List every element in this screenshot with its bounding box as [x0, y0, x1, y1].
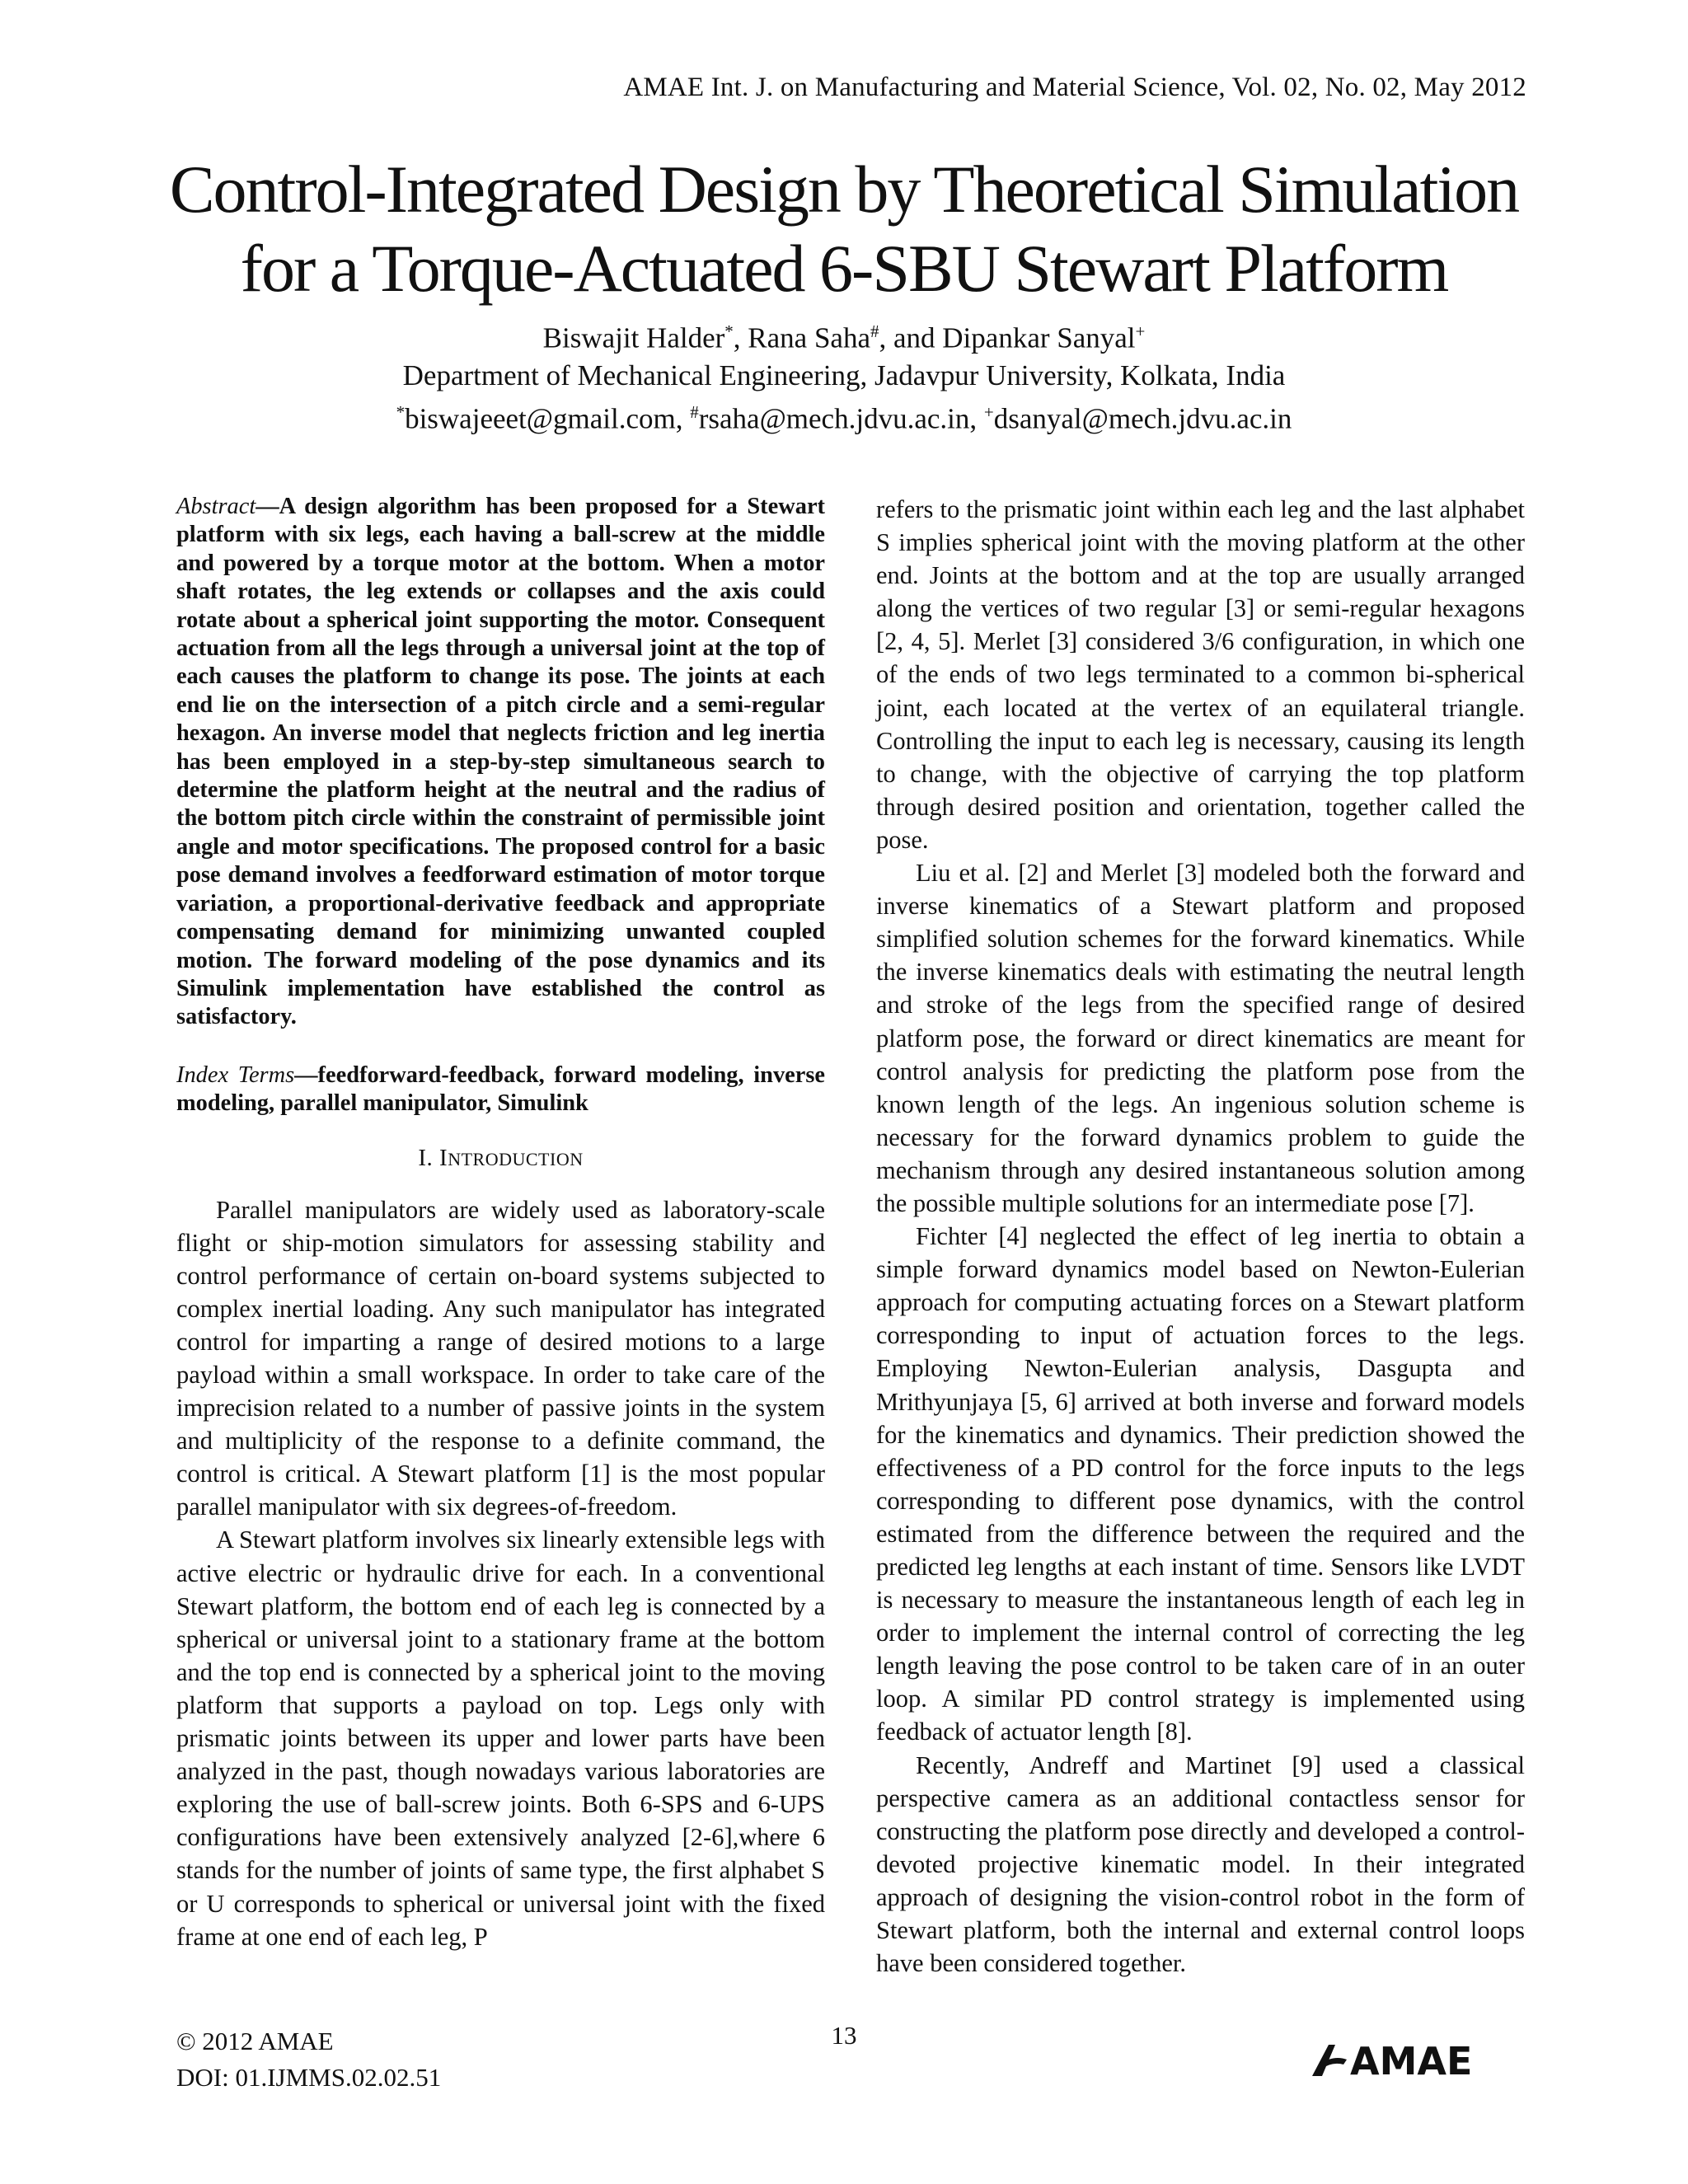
email-1-mark: * [396, 401, 406, 422]
email-2-mark: # [690, 401, 699, 422]
title-line-2: for a Torque-Actuated 6-SBU Stewart Platform [240, 231, 1448, 306]
right-paragraph-2: Liu et al. [2] and Merlet [3] modeled both the forward and inverse kinematics of a Stewart platform and proposed simplified solution schemes for the forward kinematics. While the inverse kinematics deals with estimating the neutral length and stroke of the legs from the specified range of desired platform pose, the forward or direct kinematics are meant for control analysis for predicting the platform pose from the known length of the legs. An ingenious solution scheme is necessary for the forward dynamics problem to guide the mechanism through any desired instantaneous solution among the possible multiple solutions for an intermediate pose [7]. [876, 859, 1525, 1217]
author-2: Rana Saha [748, 321, 870, 354]
author-separator: , [733, 321, 748, 354]
intro-paragraph-2: A Stewart platform involves six linearly extensible legs with active electric or hydraulic drive for each. In a conventional Stewart platform, the bottom end of each leg is connected by a spherical or universal joint to a stationary frame at the bottom and the top end is connected by a spherical joint to the moving platform that supports a payload on top. Legs only with prismatic joints between its upper and lower parts have been analyzed in the past, though nowadays various laboratories are exploring the use of ball-screw joints. Both 6-SPS and 6-UPS configurations have been extensively analyzed [2-6],where 6 stands for the number of joints of same type, the first alphabet S or U corresponds to spherical or universal joint with the fixed frame at one end of each leg, P [176, 1526, 825, 1951]
index-terms [176, 1062, 825, 1118]
section-heading-rest: NTRODUCTION [448, 1148, 584, 1169]
journal-header: AMAE Int. J. on Manufacturing and Material Science, Vol. 02, No. 02, May 2012 [623, 73, 1526, 102]
email-2[interactable]: rsaha@mech.jdvu.ac.in, [698, 402, 984, 435]
author-1-mark: * [724, 321, 734, 341]
author-block [0, 313, 1688, 437]
abstract [176, 493, 825, 1032]
author-2-mark: # [870, 321, 879, 341]
section-heading-numeral: I. I [418, 1144, 448, 1171]
left-column [176, 493, 825, 1953]
abstract-text: —A design algorithm has been proposed for a Stewart platform with six legs, each having a ball-screw at the middle and powered by a torque motor at the bottom. When a motor shaft rotates, the leg extends or collapses and the axis could rotate about a spherical joint supporting the motor. Consequent actuation from all the legs through a universal joint at the top of each causes the platform to change its pose. The joints at each end lie on the intersection of a pitch circle and a semi-regular hexagon. An inverse model that neglects friction and leg inertia has been employed in a step-by-step simultaneous search to determine the platform height at the neutral and the radius of the bottom pitch circle within the constraint of permissible joint angle and motor specifications. The proposed control for a basic pose demand involves a feedforward estimation of motor torque variation, a proportional-derivative feedback and appropriate compensating demand for minimizing unwanted coupled motion. The forward modeling of the pose dynamics and its Simulink implementation have established the control as satisfactory. [176, 494, 825, 1030]
page-number: 13 [831, 2021, 857, 2050]
index-terms-label: Index Terms [176, 1062, 295, 1088]
abstract-label: Abstract [176, 494, 256, 519]
section-heading-introduction [176, 1145, 825, 1172]
right-paragraph-1: refers to the prismatic joint within each leg and the last alphabet S implies spherical joint with the moving platform at the other end. Joints at the bottom and at the top are usually arranged along the vertices of two regular [3] or semi-regular hexagons [2, 4, 5]. Merlet [3] considered 3/6 configuration, in which one of the ends of two legs terminated to a common bi-spherical joint, each located at the vertex of an equilateral triangle. Controlling the input to each leg is necessary, causing its length to change, with the objective of carrying the top platform through desired position and orientation, together called the pose. [876, 495, 1525, 854]
affiliation: Department of Mechanical Engineering, Jadavpur University, Kolkata, India [402, 359, 1286, 391]
copyright: © 2012 AMAE [176, 2027, 334, 2055]
author-3-mark: + [1135, 321, 1146, 341]
body-columns [176, 493, 1525, 1993]
intro-paragraph-1: Parallel manipulators are widely used as laboratory-scale flight or ship-motion simulators for assessing stability and control performance of certain on-board systems subjected to complex inertial loading. Any such manipulator has integrated control for imparting a range of desired motions to a large payload within a small workspace. In order to take care of the imprecision related to a number of passive joints in the system and multiplicity of the response to a definite command, the control is critical. A Stewart platform [1] is the most popular parallel manipulator with six degrees-of-freedom. [176, 1195, 825, 1521]
author-names [0, 313, 1688, 357]
index-terms-text: —feedforward-feedback, forward modeling, inverse modeling, parallel manipulator, Simulink [176, 1062, 825, 1117]
right-column [876, 493, 1525, 1980]
amae-logo-swoosh-icon [1312, 2045, 1347, 2076]
author-separator: , and [879, 321, 943, 354]
paper-title [0, 150, 1688, 308]
email-1[interactable]: biswajeeet@gmail.com, [405, 402, 691, 435]
emails [0, 394, 1688, 438]
title-line-1: Control-Integrated Design by Theoretical Simulation [169, 152, 1519, 227]
author-3: Dipankar Sanyal [942, 321, 1136, 354]
email-3-mark: + [983, 401, 994, 422]
doi: DOI: 01.IJMMS.02.02.51 [176, 2063, 442, 2092]
right-paragraph-3: Fichter [4] neglected the effect of leg inertia to obtain a simple forward dynamics model based on Newton-Eulerian approach for computing actuating forces on a Stewart platform corresponding to input of actuation forces to the legs. Employing Newton-Eulerian analysis, Dasgupta and Mrithyunjaya [5, 6] arrived at both inverse and forward models for the kinematics and dynamics. Their prediction showed the effectiveness of a PD control for the force inputs to the legs corresponding to different pose dynamics, with the control estimated from the difference between the required and the predicted leg lengths at each instant of time. Sensors like LVDT is necessary to measure the instantaneous length of each leg in order to implement the internal control of correcting the leg length leaving the pose control to be taken care of in an outer loop. A similar PD control strategy is implemented using feedback of actuator length [8]. [876, 1222, 1525, 1746]
amae-logo [1311, 2040, 1525, 2079]
amae-logo-text: AMAE [1350, 2040, 1473, 2079]
email-3[interactable]: dsanyal@mech.jdvu.ac.in [993, 402, 1292, 435]
right-paragraph-4: Recently, Andreff and Martinet [9] used a classical perspective camera as an additional contactless sensor for constructing the platform pose directly and developed a control-devoted projective kinematic model. In their integrated approach of designing the vision-control robot in the form of Stewart platform, both the internal and external control loops have been considered together. [876, 1750, 1525, 1978]
author-1: Biswajit Halder [542, 321, 725, 354]
